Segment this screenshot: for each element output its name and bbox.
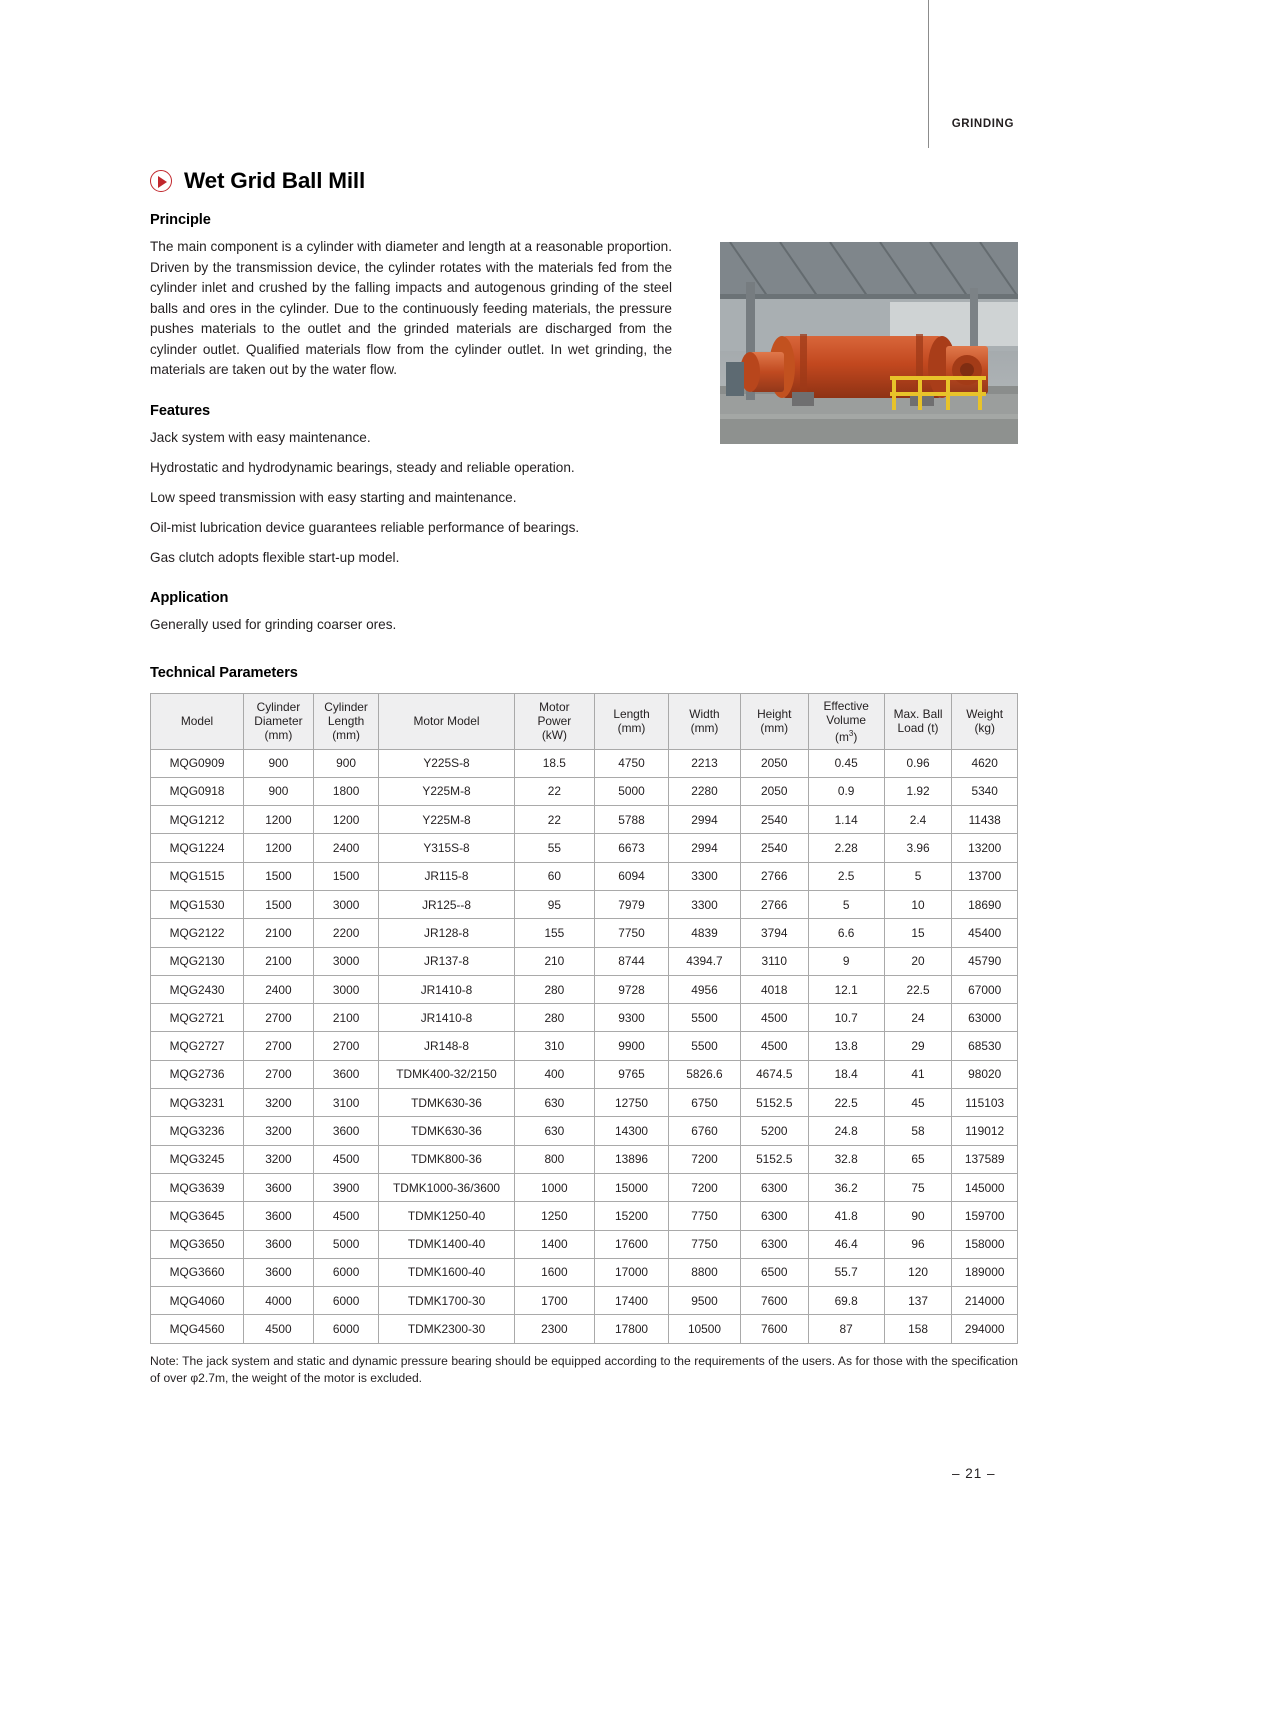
table-cell: 1400 — [514, 1230, 594, 1258]
table-cell: 1200 — [244, 806, 314, 834]
table-row — [151, 1145, 1018, 1173]
list-item: Oil-mist lubrication device guarantees reliable performance of bearings. — [150, 519, 580, 535]
table-cell: MQG1530 — [151, 890, 244, 918]
table-cell: 630 — [514, 1089, 594, 1117]
table-cell: 18.5 — [514, 749, 594, 777]
table-cell: 7750 — [669, 1202, 741, 1230]
table-cell: 4394.7 — [669, 947, 741, 975]
table-cell: 1800 — [313, 777, 379, 805]
table-cell: 2.4 — [884, 806, 952, 834]
table-cell: 7979 — [595, 890, 669, 918]
table-cell: 5 — [808, 890, 884, 918]
table-cell: 1000 — [514, 1173, 594, 1201]
table-cell: 5340 — [952, 777, 1018, 805]
table-cell: 900 — [244, 749, 314, 777]
table-cell: 4620 — [952, 749, 1018, 777]
table-cell: 214000 — [952, 1287, 1018, 1315]
table-header-row — [151, 693, 1018, 749]
table-row — [151, 834, 1018, 862]
arrow-circle-icon — [150, 170, 172, 192]
table-cell: MQG3650 — [151, 1230, 244, 1258]
table-cell: 17600 — [595, 1230, 669, 1258]
table-cell: 1600 — [514, 1258, 594, 1286]
table-cell: Y225S-8 — [379, 749, 514, 777]
table-cell: 7750 — [595, 919, 669, 947]
table-cell: 5152.5 — [740, 1089, 808, 1117]
table-cell: 2700 — [244, 1032, 314, 1060]
table-cell: 6000 — [313, 1315, 379, 1343]
table-cell: MQG0918 — [151, 777, 244, 805]
table-cell: MQG2721 — [151, 1004, 244, 1032]
table-cell: 1500 — [244, 890, 314, 918]
table-cell: 158000 — [952, 1230, 1018, 1258]
table-cell: 2700 — [244, 1004, 314, 1032]
table-note: Note: The jack system and static and dynamic pressure bearing should be equipped according to the requirements of the users. As for those with the specification of over φ2.7m, the weight of the motor is excluded. — [150, 1353, 1018, 1386]
table-cell: Y315S-8 — [379, 834, 514, 862]
table-cell: 2100 — [313, 1004, 379, 1032]
table-cell: 145000 — [952, 1173, 1018, 1201]
table-cell: 310 — [514, 1032, 594, 1060]
table-cell: Y225M-8 — [379, 777, 514, 805]
table-cell: 67000 — [952, 975, 1018, 1003]
table-cell: TDMK1600-40 — [379, 1258, 514, 1286]
table-cell: 6.6 — [808, 919, 884, 947]
table-cell: 6750 — [669, 1089, 741, 1117]
table-cell: 4674.5 — [740, 1060, 808, 1088]
table-row — [151, 1258, 1018, 1286]
table-cell: 6673 — [595, 834, 669, 862]
table-cell: 46.4 — [808, 1230, 884, 1258]
table-cell: 3200 — [244, 1145, 314, 1173]
table-row — [151, 919, 1018, 947]
table-cell: 2.28 — [808, 834, 884, 862]
table-cell: TDMK1250-40 — [379, 1202, 514, 1230]
table-cell: 1700 — [514, 1287, 594, 1315]
table-cell: 7600 — [740, 1315, 808, 1343]
table-cell: 3600 — [313, 1117, 379, 1145]
table-cell: TDMK400-32/2150 — [379, 1060, 514, 1088]
features-heading: Features — [150, 402, 211, 419]
table-cell: 13200 — [952, 834, 1018, 862]
table-row — [151, 1089, 1018, 1117]
application-paragraph: Generally used for grinding coarser ores. — [150, 616, 397, 632]
table-cell: 0.45 — [808, 749, 884, 777]
table-cell: MQG3639 — [151, 1173, 244, 1201]
table-cell: 1.92 — [884, 777, 952, 805]
table-cell: 7200 — [669, 1173, 741, 1201]
table-cell: 137589 — [952, 1145, 1018, 1173]
table-cell: 10 — [884, 890, 952, 918]
table-cell: 15 — [884, 919, 952, 947]
table-cell: 18.4 — [808, 1060, 884, 1088]
table-cell: 2540 — [740, 834, 808, 862]
table-cell: 24 — [884, 1004, 952, 1032]
table-cell: 5826.6 — [669, 1060, 741, 1088]
table-row — [151, 890, 1018, 918]
principle-heading: Principle — [150, 212, 211, 228]
table-cell: 8744 — [595, 947, 669, 975]
table-cell: JR125--8 — [379, 890, 514, 918]
table-cell: 2994 — [669, 806, 741, 834]
table-cell: 13.8 — [808, 1032, 884, 1060]
table-row — [151, 1173, 1018, 1201]
table-cell: 15200 — [595, 1202, 669, 1230]
table-cell: 69.8 — [808, 1287, 884, 1315]
table-cell: 3600 — [244, 1258, 314, 1286]
table-cell: MQG3245 — [151, 1145, 244, 1173]
table-cell: 45790 — [952, 947, 1018, 975]
left-text-column — [150, 212, 672, 635]
table-cell: 6500 — [740, 1258, 808, 1286]
page-title-row — [150, 168, 1018, 194]
table-cell: 5500 — [669, 1004, 741, 1032]
table-cell: 63000 — [952, 1004, 1018, 1032]
table-cell: 9 — [808, 947, 884, 975]
table-cell: 3100 — [313, 1089, 379, 1117]
list-item: Hydrostatic and hydrodynamic bearings, steady and reliable operation. — [150, 459, 575, 475]
table-row — [151, 1004, 1018, 1032]
table-col-header: Width (mm) — [669, 693, 741, 749]
table-col-header: Motor Model — [379, 693, 514, 749]
list-item: Jack system with easy maintenance. — [150, 429, 371, 445]
table-cell: 3300 — [669, 862, 741, 890]
table-cell: 4500 — [313, 1145, 379, 1173]
table-cell: MQG3231 — [151, 1089, 244, 1117]
table-cell: JR1410-8 — [379, 1004, 514, 1032]
table-cell: 5 — [884, 862, 952, 890]
table-cell: 2050 — [740, 777, 808, 805]
table-cell: 115103 — [952, 1089, 1018, 1117]
table-cell: 2050 — [740, 749, 808, 777]
table-col-header: Cylinder Diameter (mm) — [244, 693, 314, 749]
table-cell: 3600 — [313, 1060, 379, 1088]
table-cell: 87 — [808, 1315, 884, 1343]
table-cell: 60 — [514, 862, 594, 890]
table-cell: 6000 — [313, 1287, 379, 1315]
table-cell: 159700 — [952, 1202, 1018, 1230]
table-row — [151, 1202, 1018, 1230]
table-cell: MQG3236 — [151, 1117, 244, 1145]
table-cell: 7750 — [669, 1230, 741, 1258]
list-item: Low speed transmission with easy starting and maintenance. — [150, 489, 517, 505]
table-cell: 6300 — [740, 1230, 808, 1258]
table-row — [151, 806, 1018, 834]
table-col-header: Motor Power (kW) — [514, 693, 594, 749]
table-cell: TDMK1000-36/3600 — [379, 1173, 514, 1201]
table-cell: 3794 — [740, 919, 808, 947]
table-cell: TDMK630-36 — [379, 1089, 514, 1117]
table-cell: 6000 — [313, 1258, 379, 1286]
table-cell: JR148-8 — [379, 1032, 514, 1060]
table-cell: 4500 — [740, 1032, 808, 1060]
table-cell: 4839 — [669, 919, 741, 947]
page-number: – 21 – — [952, 1466, 996, 1481]
table-cell: 36.2 — [808, 1173, 884, 1201]
table-cell: 12.1 — [808, 975, 884, 1003]
table-cell: MQG1212 — [151, 806, 244, 834]
table-cell: 2400 — [244, 975, 314, 1003]
table-cell: 137 — [884, 1287, 952, 1315]
table-cell: 9500 — [669, 1287, 741, 1315]
principle-paragraph: The main component is a cylinder with diameter and length at a reasonable proportion. Driven by the transmission device, the cylinder rotates with the materials fed from the cylinder inlet and crushed by the falling impacts and autogenous grinding of the steel balls and ores in the cylinder. Due to the continuously feeding materials, the pressure pushes materials to the outlet and the grinded materials are discharged from the cylinder outlet. Qualified materials flow from the cylinder outlet. In wet grinding, the materials are taken out by the water flow. — [150, 239, 672, 377]
table-cell: JR115-8 — [379, 862, 514, 890]
table-cell: 2766 — [740, 862, 808, 890]
table-cell: 2200 — [313, 919, 379, 947]
table-cell: 6300 — [740, 1173, 808, 1201]
table-row — [151, 862, 1018, 890]
table-cell: 24.8 — [808, 1117, 884, 1145]
table-cell: MQG3645 — [151, 1202, 244, 1230]
table-cell: MQG2130 — [151, 947, 244, 975]
table-cell: 3110 — [740, 947, 808, 975]
table-cell: 900 — [244, 777, 314, 805]
table-row — [151, 947, 1018, 975]
table-cell: 2100 — [244, 947, 314, 975]
table-col-header: Height (mm) — [740, 693, 808, 749]
table-cell: MQG2727 — [151, 1032, 244, 1060]
table-row — [151, 777, 1018, 805]
table-cell: 9300 — [595, 1004, 669, 1032]
table-row — [151, 749, 1018, 777]
table-cell: 17400 — [595, 1287, 669, 1315]
table-cell: 4018 — [740, 975, 808, 1003]
table-cell: 13700 — [952, 862, 1018, 890]
table-cell: 2300 — [514, 1315, 594, 1343]
table-cell: MQG1515 — [151, 862, 244, 890]
table-cell: 65 — [884, 1145, 952, 1173]
table-cell: 120 — [884, 1258, 952, 1286]
list-item: Gas clutch adopts flexible start-up model. — [150, 549, 400, 565]
table-cell: 41.8 — [808, 1202, 884, 1230]
application-heading: Application — [150, 589, 229, 606]
table-cell: 5200 — [740, 1117, 808, 1145]
table-cell: 22 — [514, 777, 594, 805]
table-cell: 3000 — [313, 975, 379, 1003]
table-cell: 9765 — [595, 1060, 669, 1088]
table-cell: 1250 — [514, 1202, 594, 1230]
table-cell: 4500 — [740, 1004, 808, 1032]
table-cell: 7200 — [669, 1145, 741, 1173]
table-cell: 10.7 — [808, 1004, 884, 1032]
table-cell: 4500 — [244, 1315, 314, 1343]
table-cell: 90 — [884, 1202, 952, 1230]
table-cell: 3200 — [244, 1089, 314, 1117]
table-cell: TDMK2300-30 — [379, 1315, 514, 1343]
table-cell: 0.96 — [884, 749, 952, 777]
table-cell: 5152.5 — [740, 1145, 808, 1173]
table-row — [151, 1230, 1018, 1258]
table-cell: MQG2736 — [151, 1060, 244, 1088]
table-cell: 4750 — [595, 749, 669, 777]
table-cell: 58 — [884, 1117, 952, 1145]
table-cell: MQG2430 — [151, 975, 244, 1003]
table-cell: 8800 — [669, 1258, 741, 1286]
table-row — [151, 1032, 1018, 1060]
table-cell: 22.5 — [884, 975, 952, 1003]
table-body — [151, 749, 1018, 1343]
table-row — [151, 1117, 1018, 1145]
table-cell: MQG4060 — [151, 1287, 244, 1315]
table-cell: 11438 — [952, 806, 1018, 834]
table-cell: 155 — [514, 919, 594, 947]
table-cell: 18690 — [952, 890, 1018, 918]
table-cell: 3900 — [313, 1173, 379, 1201]
table-cell: 20 — [884, 947, 952, 975]
table-cell: 96 — [884, 1230, 952, 1258]
table-cell: 9900 — [595, 1032, 669, 1060]
technical-parameters-table — [150, 693, 1018, 1344]
table-row — [151, 975, 1018, 1003]
section-label: GRINDING — [951, 118, 1014, 130]
table-cell: 2766 — [740, 890, 808, 918]
table-col-header: Effective Volume $(m^3)$ — [808, 693, 884, 749]
table-col-header: Max. Ball Load (t) — [884, 693, 952, 749]
table-cell: 4956 — [669, 975, 741, 1003]
product-photo — [720, 242, 1018, 444]
table-cell: TDMK1400-40 — [379, 1230, 514, 1258]
technical-parameters-heading: Technical Parameters — [150, 664, 298, 681]
table-cell: MQG2122 — [151, 919, 244, 947]
table-cell: 32.8 — [808, 1145, 884, 1173]
table-cell: 6760 — [669, 1117, 741, 1145]
table-cell: 9728 — [595, 975, 669, 1003]
table-cell: 1500 — [244, 862, 314, 890]
table-cell: 68530 — [952, 1032, 1018, 1060]
table-col-header: Weight (kg) — [952, 693, 1018, 749]
table-cell: JR137-8 — [379, 947, 514, 975]
table-cell: 29 — [884, 1032, 952, 1060]
table-cell: 41 — [884, 1060, 952, 1088]
table-cell: 630 — [514, 1117, 594, 1145]
table-cell: 0.9 — [808, 777, 884, 805]
table-row — [151, 1060, 1018, 1088]
table-cell: JR1410-8 — [379, 975, 514, 1003]
table-cell: 55 — [514, 834, 594, 862]
table-row — [151, 1287, 1018, 1315]
table-cell: TDMK630-36 — [379, 1117, 514, 1145]
table-cell: 5000 — [313, 1230, 379, 1258]
table-cell: 1500 — [313, 862, 379, 890]
table-cell: 4500 — [313, 1202, 379, 1230]
table-cell: 10500 — [669, 1315, 741, 1343]
table-col-header: Model — [151, 693, 244, 749]
table-cell: JR128-8 — [379, 919, 514, 947]
table-cell: 45400 — [952, 919, 1018, 947]
table-cell: 6094 — [595, 862, 669, 890]
table-row — [151, 1315, 1018, 1343]
table-cell: 12750 — [595, 1089, 669, 1117]
page-content — [150, 168, 1018, 1388]
table-cell: TDMK1700-30 — [379, 1287, 514, 1315]
table-cell: 210 — [514, 947, 594, 975]
table-cell: MQG1224 — [151, 834, 244, 862]
table-cell: 280 — [514, 975, 594, 1003]
table-cell: 14300 — [595, 1117, 669, 1145]
table-cell: 900 — [313, 749, 379, 777]
table-cell: 2700 — [313, 1032, 379, 1060]
table-cell: 95 — [514, 890, 594, 918]
table-header — [151, 693, 1018, 749]
table-cell: 3.96 — [884, 834, 952, 862]
table-cell: 5500 — [669, 1032, 741, 1060]
table-cell: 98020 — [952, 1060, 1018, 1088]
table-col-header: Length (mm) — [595, 693, 669, 749]
table-cell: 3300 — [669, 890, 741, 918]
table-cell: 1200 — [244, 834, 314, 862]
table-cell: 3600 — [244, 1202, 314, 1230]
table-cell: 17800 — [595, 1315, 669, 1343]
table-cell: 5000 — [595, 777, 669, 805]
table-cell: 400 — [514, 1060, 594, 1088]
table-cell: MQG3660 — [151, 1258, 244, 1286]
table-cell: 2400 — [313, 834, 379, 862]
table-cell: 800 — [514, 1145, 594, 1173]
table-cell: 3200 — [244, 1117, 314, 1145]
table-cell: 2.5 — [808, 862, 884, 890]
table-cell: 3000 — [313, 947, 379, 975]
table-cell: MQG4560 — [151, 1315, 244, 1343]
table-cell: Y225M-8 — [379, 806, 514, 834]
table-cell: 158 — [884, 1315, 952, 1343]
table-cell: 6300 — [740, 1202, 808, 1230]
table-cell: 22 — [514, 806, 594, 834]
table-cell: MQG0909 — [151, 749, 244, 777]
table-cell: 189000 — [952, 1258, 1018, 1286]
table-cell: 5788 — [595, 806, 669, 834]
table-cell: 45 — [884, 1089, 952, 1117]
table-cell: TDMK800-36 — [379, 1145, 514, 1173]
table-cell: 1.14 — [808, 806, 884, 834]
table-cell: 119012 — [952, 1117, 1018, 1145]
table-cell: 2700 — [244, 1060, 314, 1088]
table-cell: 4000 — [244, 1287, 314, 1315]
table-cell: 17000 — [595, 1258, 669, 1286]
table-cell: 55.7 — [808, 1258, 884, 1286]
table-cell: 2213 — [669, 749, 741, 777]
table-cell: 2994 — [669, 834, 741, 862]
table-cell: 22.5 — [808, 1089, 884, 1117]
table-cell: 13896 — [595, 1145, 669, 1173]
page-title: Wet Grid Ball Mill — [184, 168, 366, 193]
table-cell: 3600 — [244, 1173, 314, 1201]
features-list — [150, 428, 672, 568]
table-cell: 3600 — [244, 1230, 314, 1258]
table-cell: 1200 — [313, 806, 379, 834]
table-cell: 3000 — [313, 890, 379, 918]
table-cell: 280 — [514, 1004, 594, 1032]
table-cell: 2280 — [669, 777, 741, 805]
table-cell: 2540 — [740, 806, 808, 834]
table-cell: 2100 — [244, 919, 314, 947]
header-divider-rule — [928, 0, 929, 148]
table-cell: 294000 — [952, 1315, 1018, 1343]
table-cell: 15000 — [595, 1173, 669, 1201]
table-cell: 75 — [884, 1173, 952, 1201]
table-cell: 7600 — [740, 1287, 808, 1315]
table-col-header: Cylinder Length (mm) — [313, 693, 379, 749]
